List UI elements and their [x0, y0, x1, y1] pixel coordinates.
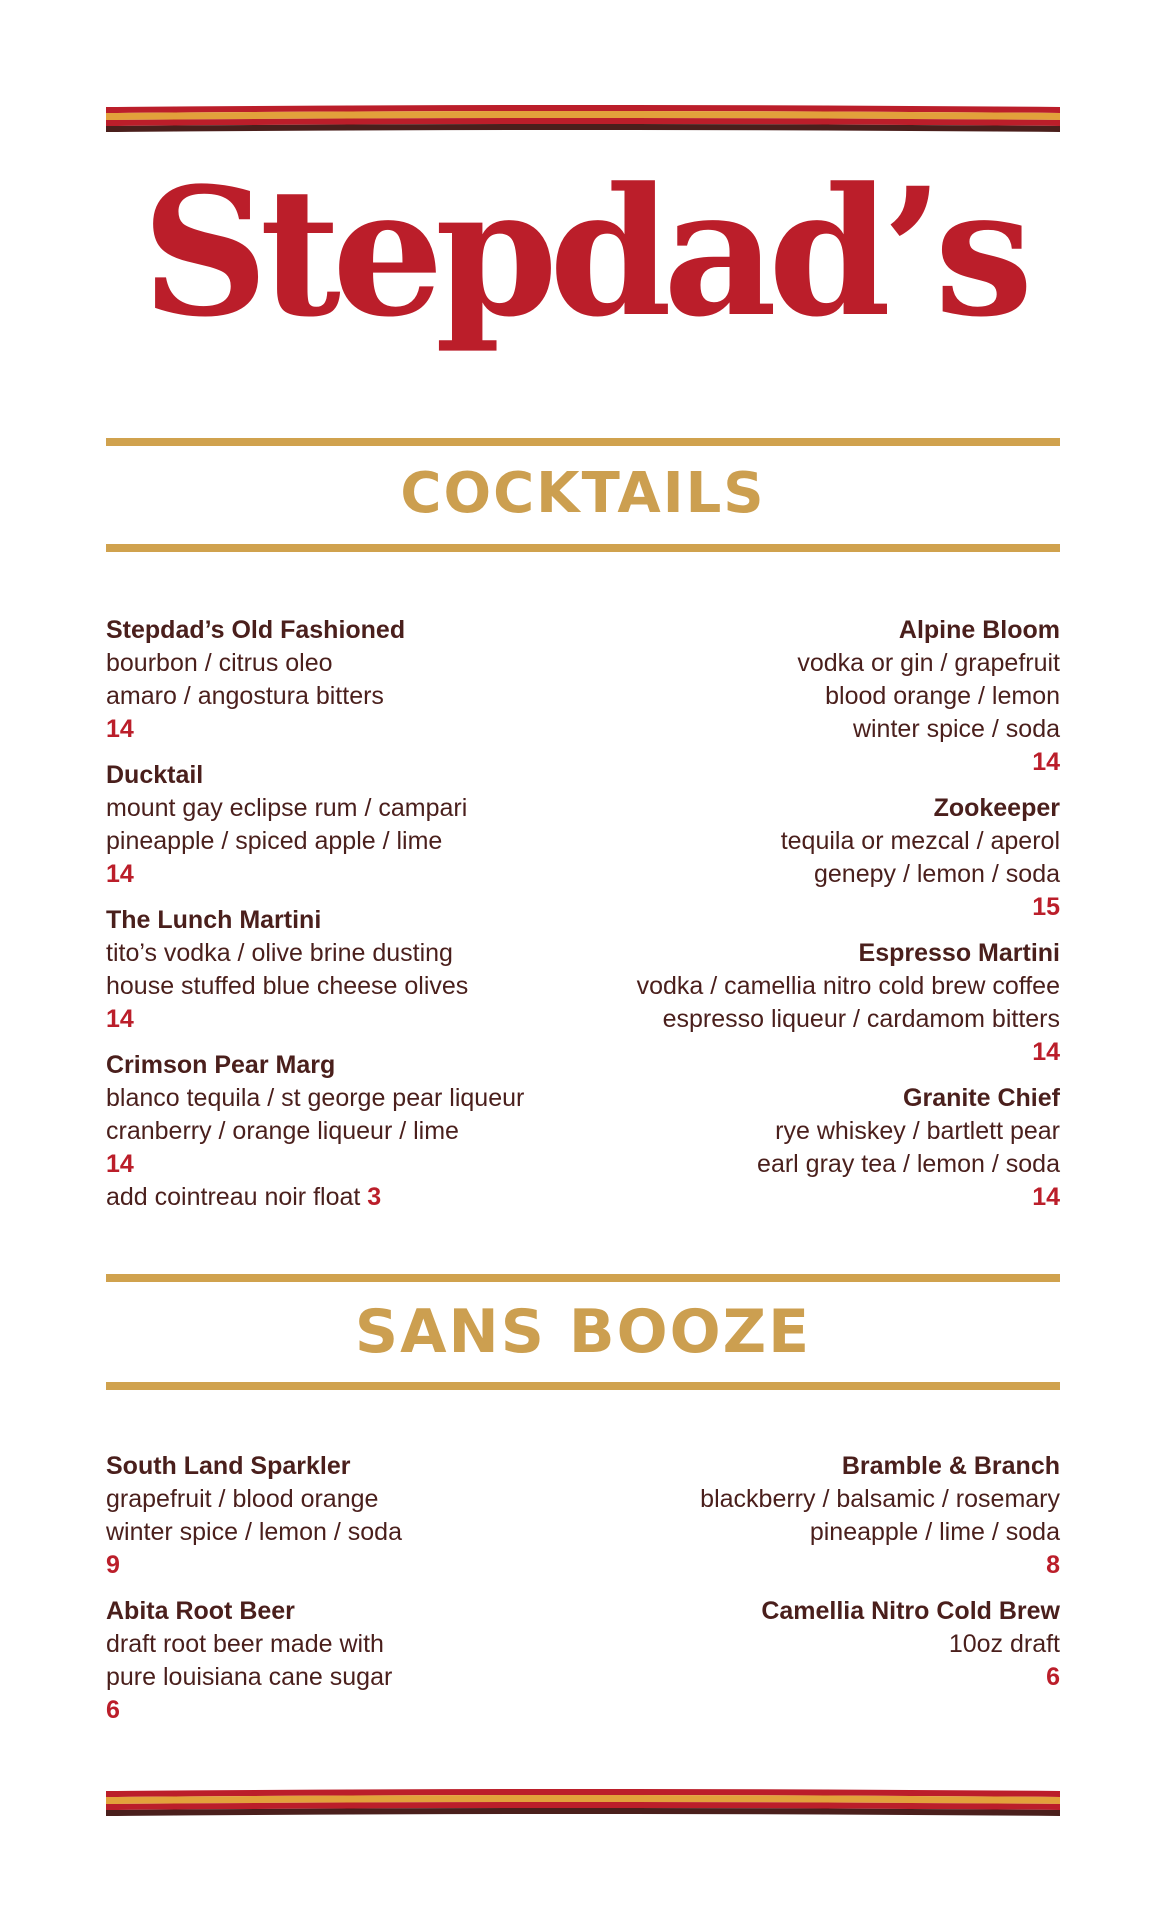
item-ingredients: pineapple / lime / soda — [809, 1518, 1060, 1546]
item-ingredients: 10oz draft — [948, 1630, 1060, 1658]
item-ingredients: winter spice / lemon / soda — [106, 1518, 402, 1546]
sans-booze-right-column — [500, 1450, 1060, 1707]
item-ingredients: cranberry / orange liqueur / lime — [106, 1117, 459, 1145]
item-ingredients: blanco tequila / st george pear liqueur — [106, 1084, 525, 1112]
item-ingredients: draft root beer made with — [106, 1630, 384, 1658]
sans-booze-title: SANS BOOZE — [354, 1297, 812, 1367]
item-name: Camellia Nitro Cold Brew — [761, 1597, 1060, 1625]
menu-item — [500, 937, 1060, 1069]
item-ingredients: pineapple / spiced apple / lime — [106, 827, 443, 855]
sans-booze-rule-top — [106, 1274, 1060, 1282]
menu-item — [500, 792, 1060, 924]
item-ingredients: mount gay eclipse rum / campari — [106, 794, 468, 822]
cocktails-right-column — [500, 614, 1060, 1227]
item-ingredients: blackberry / balsamic / rosemary — [700, 1485, 1060, 1513]
item-ingredients: vodka or gin / grapefruit — [797, 649, 1060, 677]
item-ingredients: amaro / angostura bitters — [106, 682, 384, 710]
item-ingredients: grapefruit / blood orange — [106, 1485, 379, 1513]
item-ingredients: house stuffed blue cheese olives — [106, 972, 469, 1000]
menu-item — [500, 1450, 1060, 1582]
item-price: 9 — [106, 1551, 120, 1579]
menu-item — [500, 1595, 1060, 1694]
item-price: 14 — [1032, 748, 1060, 776]
item-price: 14 — [106, 1005, 134, 1033]
item-price: 6 — [1046, 1663, 1060, 1691]
cocktails-rule-top — [106, 438, 1060, 446]
cocktails-title: COCKTAILS — [400, 461, 766, 526]
sans-booze-rule-bottom — [106, 1382, 1060, 1390]
item-name: South Land Sparkler — [106, 1452, 351, 1480]
item-ingredients: pure louisiana cane sugar — [106, 1663, 393, 1691]
item-price: 6 — [106, 1696, 120, 1724]
item-ingredients: earl gray tea / lemon / soda — [757, 1150, 1060, 1178]
item-name: Bramble & Branch — [841, 1452, 1060, 1480]
item-name: The Lunch Martini — [106, 906, 322, 934]
item-ingredients: rye whiskey / bartlett pear — [775, 1117, 1060, 1145]
item-name: Crimson Pear Marg — [106, 1051, 336, 1079]
decorative-stripes-bottom — [106, 1788, 1060, 1818]
item-ingredients: vodka / camellia nitro cold brew coffee — [636, 972, 1060, 1000]
item-price: 15 — [1032, 893, 1060, 921]
item-price: 14 — [1032, 1038, 1060, 1066]
cocktails-rule-bottom — [106, 544, 1060, 552]
item-name: Zookeeper — [933, 794, 1060, 822]
item-ingredients: bourbon / citrus oleo — [106, 649, 333, 677]
item-ingredients: blood orange / lemon — [825, 682, 1060, 710]
item-ingredients: genepy / lemon / soda — [814, 860, 1060, 888]
menu-item — [500, 1082, 1060, 1214]
item-name: Ducktail — [106, 761, 204, 789]
brand-logo: Stepdad’s — [141, 149, 1025, 356]
item-ingredients: espresso liqueur / cardamom bitters — [662, 1005, 1060, 1033]
item-name: Alpine Bloom — [898, 616, 1060, 644]
item-price: 14 — [106, 715, 134, 743]
decorative-stripes-top — [106, 104, 1060, 134]
item-name: Abita Root Beer — [106, 1597, 295, 1625]
item-name: Stepdad’s Old Fashioned — [106, 616, 406, 644]
item-price: 8 — [1046, 1551, 1060, 1579]
item-name: Espresso Martini — [858, 939, 1060, 967]
item-name: Granite Chief — [903, 1084, 1060, 1112]
addon-label: add cointreau noir float — [106, 1183, 361, 1211]
menu-item — [500, 614, 1060, 779]
item-ingredients: winter spice / soda — [852, 715, 1060, 743]
addon-price: 3 — [367, 1183, 382, 1211]
item-price: 14 — [1032, 1183, 1060, 1211]
item-price: 14 — [106, 860, 134, 888]
item-ingredients: tequila or mezcal / aperol — [780, 827, 1060, 855]
item-ingredients: tito’s vodka / olive brine dusting — [106, 939, 453, 967]
item-price: 14 — [106, 1150, 134, 1178]
